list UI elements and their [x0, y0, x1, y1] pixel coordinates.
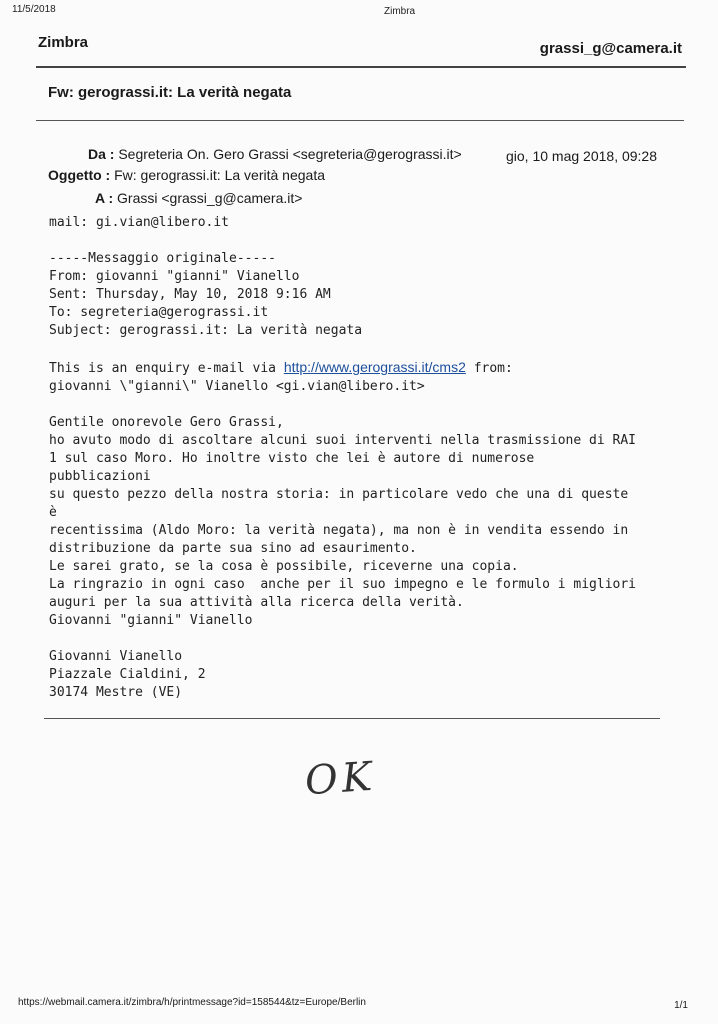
body-line: mail: gi.vian@libero.it — [49, 215, 230, 230]
body-line: -----Messaggio originale----- — [49, 251, 276, 266]
subject-value: Fw: gerograssi.it: La verità negata — [114, 167, 325, 183]
body-line: To: segreteria@gerograssi.it — [49, 305, 269, 320]
header-divider — [36, 66, 686, 68]
to-label: A : — [95, 190, 114, 206]
subject-divider — [36, 120, 684, 121]
enquiry-link[interactable]: http://www.gerograssi.it/cms2 — [283, 359, 466, 375]
body-line: Subject: gerograssi.it: La verità negata — [49, 323, 363, 338]
signature-line: Piazzale Cialdini, 2 — [49, 667, 206, 682]
body-line: ho avuto modo di ascoltare alcuni suoi interventi nella trasmissione di RAI — [49, 433, 636, 448]
app-name: Zimbra — [38, 34, 89, 51]
message-subject-title: Fw: gerograssi.it: La verità negata — [48, 84, 292, 101]
to-value: Grassi <grassi_g@camera.it> — [117, 190, 303, 206]
subject-label: Oggetto : — [48, 167, 111, 183]
print-date: 11/5/2018 — [12, 4, 56, 15]
body-line: From: giovanni "gianni" Vianello — [49, 269, 300, 284]
body-line: Le sarei grato, se la cosa è possibile, riceverne una copia. — [49, 559, 519, 574]
body-line: distribuzione da parte sua sino ad esaurimento. — [49, 541, 417, 556]
body-line: pubblicazioni — [49, 469, 151, 484]
body-line: from: — [465, 361, 513, 376]
body-line: auguri per la sua attività alla ricerca della verità. — [49, 595, 464, 610]
subject-row — [48, 167, 325, 183]
page-number: 1/1 — [674, 1000, 688, 1011]
message-body — [49, 214, 669, 702]
body-line: This is an enquiry e-mail via — [49, 361, 284, 376]
from-value: Segreteria On. Gero Grassi <segreteria@gerograssi.it> — [118, 146, 462, 162]
print-title: Zimbra — [384, 6, 416, 17]
footer-url: https://webmail.camera.it/zimbra/h/printmessage?id=158544&tz=Europe/Berlin — [18, 997, 366, 1008]
body-line: Giovanni "gianni" Vianello — [49, 613, 253, 628]
body-line: 1 sul caso Moro. Ho inoltre visto che lei è autore di numerose — [49, 451, 535, 466]
body-line: Sent: Thursday, May 10, 2018 9:16 AM — [49, 287, 331, 302]
body-line: su questo pezzo della nostra storia: in particolare vedo che una di queste — [49, 487, 629, 502]
from-label: Da : — [88, 146, 115, 162]
handwritten-ok-note: OK — [303, 753, 378, 805]
body-line: recentissima (Aldo Moro: la verità negata), ma non è in vendita essendo in — [49, 523, 629, 538]
body-line: è — [49, 505, 57, 520]
message-date: gio, 10 mag 2018, 09:28 — [506, 148, 658, 164]
body-line: Gentile onorevole Gero Grassi, — [49, 415, 284, 430]
from-row — [88, 146, 462, 162]
body-line: giovanni \"gianni\" Vianello <gi.vian@libero.it> — [49, 379, 425, 394]
to-row — [95, 190, 302, 206]
signature-line: 30174 Mestre (VE) — [49, 685, 183, 700]
body-divider — [44, 718, 660, 719]
signature-line: Giovanni Vianello — [49, 649, 183, 664]
account-email: grassi_g@camera.it — [539, 40, 682, 57]
body-line: La ringrazio in ogni caso anche per il suo impegno e le formulo i migliori — [49, 577, 636, 592]
